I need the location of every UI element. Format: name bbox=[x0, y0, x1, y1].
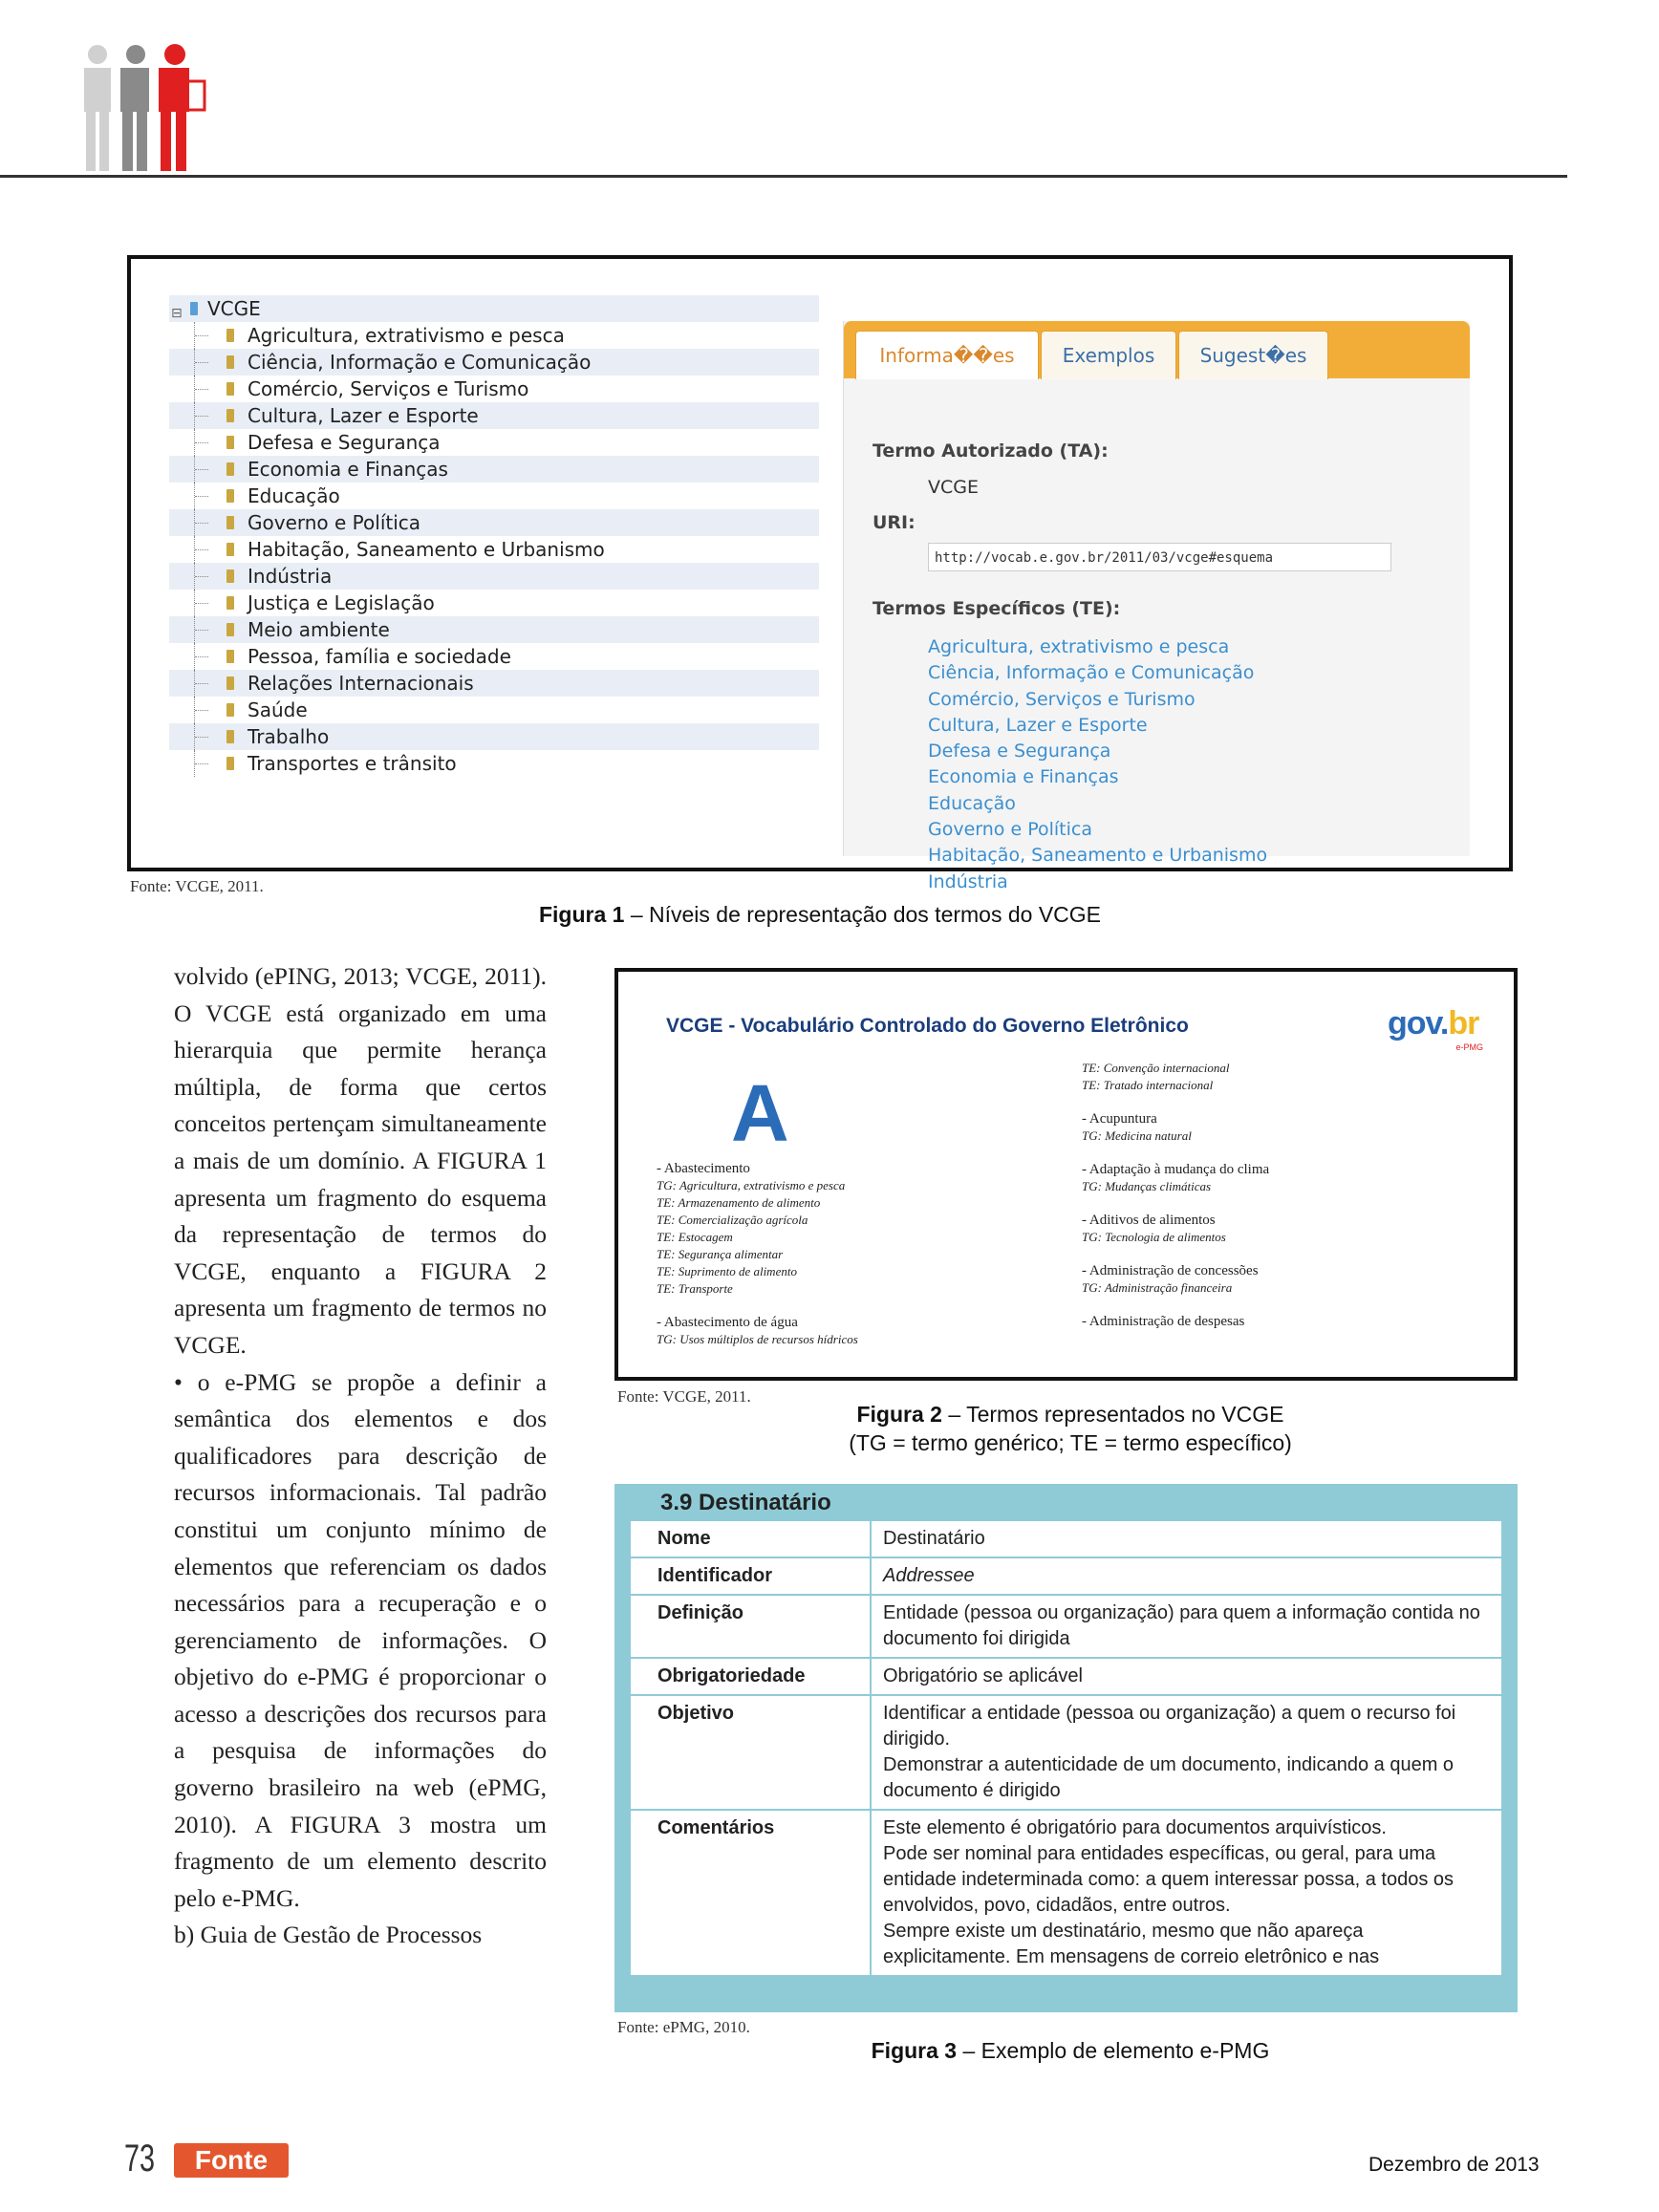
govbr-logo-sub: e-PMG bbox=[1455, 1042, 1483, 1052]
tree-item[interactable] bbox=[169, 429, 819, 456]
tree-branch-line bbox=[194, 723, 214, 750]
tree-item[interactable] bbox=[169, 483, 819, 509]
te-link[interactable]: Agricultura, extrativismo e pesca bbox=[928, 636, 1230, 657]
tree-branch-line bbox=[194, 670, 214, 697]
tree-item-label: Pessoa, família e sociedade bbox=[248, 645, 511, 668]
document-icon bbox=[226, 543, 234, 556]
row-value: Addressee bbox=[871, 1557, 1502, 1595]
term-heading: - Adaptação à mudança do clima bbox=[1082, 1162, 1270, 1177]
terms-right-column bbox=[1082, 1060, 1464, 1347]
tree-branch-line bbox=[194, 402, 214, 429]
tab-exemplos[interactable]: Exemplos bbox=[1041, 331, 1176, 379]
figure-3 bbox=[614, 1484, 1518, 2012]
tree-item[interactable] bbox=[169, 376, 819, 402]
tree-item-label: Justiça e Legislação bbox=[248, 591, 435, 614]
document-icon bbox=[226, 409, 234, 422]
tree-item[interactable] bbox=[169, 402, 819, 429]
term-entry bbox=[1082, 1314, 1464, 1330]
figure-1-caption bbox=[127, 902, 1513, 928]
table-row bbox=[630, 1810, 1502, 1976]
info-panel bbox=[843, 321, 1470, 892]
row-key: Comentários bbox=[630, 1810, 871, 1976]
uri-label: URI: bbox=[873, 512, 916, 533]
term-entry bbox=[657, 1315, 972, 1348]
tree-item[interactable] bbox=[169, 456, 819, 483]
tree-item[interactable] bbox=[169, 723, 819, 750]
body-paragraph-2: • o e-PMG se propõe a definir a semântica dos elementos e dos qualificadores para descrição de recursos informacionais. Tal padrão constitui um conjunto mínimo de elementos que referenciam os dados necessários para a recuperação e o gerenciamento de informações. O objetivo do e-PMG é proporcionar o acesso a descrições dos recursos para a pesquisa de informações do governo brasileiro na web (ePMG, 2010). A FIGURA 3 mostra um fragmento de um elemento descrito pelo e-PMG. bbox=[174, 1367, 547, 1912]
tab-informacoes[interactable]: Informa��es bbox=[855, 331, 1039, 379]
tree-item[interactable] bbox=[169, 697, 819, 723]
table-row bbox=[630, 1658, 1502, 1695]
term-relation: TE: Armazenamento de alimento bbox=[657, 1195, 821, 1210]
page-number: 73 bbox=[124, 2137, 156, 2180]
tree-item[interactable] bbox=[169, 536, 819, 563]
te-link[interactable]: Indústria bbox=[928, 870, 1008, 892]
te-link[interactable]: Defesa e Segurança bbox=[928, 741, 1111, 762]
figure-1-caption-text: – Níveis de representação dos termos do VCGE bbox=[624, 902, 1102, 927]
row-key: Objetivo bbox=[630, 1695, 871, 1810]
term-relation: TG: Administração financeira bbox=[1082, 1280, 1233, 1295]
fonte-brand-logo bbox=[174, 2143, 289, 2178]
element-table bbox=[629, 1519, 1503, 1977]
document-icon bbox=[226, 650, 234, 663]
figure-1-source: Fonte: VCGE, 2011. bbox=[130, 877, 264, 895]
te-link[interactable]: Ciência, Informação e Comunicação bbox=[928, 662, 1255, 684]
body-paragraph-1: volvido (ePING, 2013; VCGE, 2011). O VCGE está organizado em uma hierarquia que permite herança múltipla, de forma que certos conceitos pertençam simultaneamente a mais de um domínio. A FIGURA 1 apresenta um fragmento do esquema da representação de termos do VCGE, enquanto a FIGURA 2 apresenta um fragmento de termos no VCGE. bbox=[174, 962, 547, 1359]
row-key: Obrigatoriedade bbox=[630, 1658, 871, 1695]
row-value: Entidade (pessoa ou organização) para quem a informação contida no documento foi dirigida bbox=[871, 1595, 1502, 1658]
figure-1-caption-label: Figura 1 bbox=[538, 902, 625, 927]
tree-item-label: Ciência, Informação e Comunicação bbox=[248, 351, 592, 374]
row-key: Definição bbox=[630, 1595, 871, 1658]
tree-branch-line bbox=[194, 750, 214, 777]
document-icon bbox=[226, 436, 234, 449]
tree-item-label: Educação bbox=[248, 484, 340, 507]
terms-left-column bbox=[657, 1153, 972, 1365]
tree-item-label: Economia e Finanças bbox=[248, 458, 448, 481]
figure-2-caption-line2: (TG = termo genérico; TE = termo específico) bbox=[849, 1430, 1292, 1455]
tree-branch-line bbox=[194, 563, 214, 590]
tree-branch-line bbox=[194, 643, 214, 670]
govbr-logo-text: gov.br bbox=[1388, 1005, 1479, 1042]
document-icon bbox=[226, 329, 234, 342]
term-heading: - Abastecimento bbox=[657, 1161, 750, 1176]
tree-item[interactable] bbox=[169, 670, 819, 697]
row-value: Este elemento é obrigatório para documentos arquivísticos. Pode ser nominal para entidades específicas, ou geral, para uma entidade indeterminada como: a quem interessar possa, a todos os envolvidos, povo, cidadãos, entre outros. Sempre existe um destinatário, mesmo que não apareça explicitamente. Em mensagens de correio eletrônico e nas bbox=[871, 1810, 1502, 1976]
row-value: Identificar a entidade (pessoa ou organização) a quem o recurso foi dirigido. Demonstrar a autenticidade de um documento, indicando a quem o documento é dirigido bbox=[871, 1695, 1502, 1810]
tree-branch-line bbox=[194, 456, 214, 483]
termo-autorizado-value: VCGE bbox=[928, 477, 979, 498]
document-icon bbox=[226, 382, 234, 396]
tab-bar bbox=[844, 321, 1470, 378]
vcge-title: VCGE - Vocabulário Controlado do Governo Eletrônico bbox=[666, 1015, 1189, 1037]
term-relation: TE: Comercialização agrícola bbox=[657, 1213, 808, 1227]
people-logo-icon bbox=[76, 43, 225, 177]
figure-3-caption-text: – Exemplo de elemento e-PMG bbox=[957, 2038, 1270, 2063]
tree-item[interactable] bbox=[169, 563, 819, 590]
index-letter: A bbox=[731, 1068, 789, 1158]
term-relation: TG: Medicina natural bbox=[1082, 1128, 1192, 1143]
tree-item[interactable] bbox=[169, 322, 819, 349]
term-heading: - Abastecimento de água bbox=[657, 1315, 798, 1330]
tree-item-label: Agricultura, extrativismo e pesca bbox=[248, 324, 565, 347]
tree-item[interactable] bbox=[169, 590, 819, 616]
document-icon bbox=[226, 516, 234, 529]
termos-especificos-label: Termos Específicos (TE): bbox=[873, 598, 1121, 619]
table-row bbox=[630, 1520, 1502, 1557]
figure-2 bbox=[614, 968, 1518, 1381]
tree-item[interactable] bbox=[169, 750, 819, 777]
table-row bbox=[630, 1595, 1502, 1658]
document-icon bbox=[226, 676, 234, 690]
tree-branch-line bbox=[194, 376, 214, 402]
tree-branch-line bbox=[194, 697, 214, 723]
te-link[interactable]: Educação bbox=[928, 792, 1016, 814]
term-relation: TE: Transporte bbox=[657, 1281, 733, 1296]
figure-2-caption-text: – Termos representados no VCGE bbox=[941, 1402, 1284, 1427]
tree-item-label: Saúde bbox=[248, 698, 308, 721]
row-value: Destinatário bbox=[871, 1520, 1502, 1557]
tree-branch-line bbox=[194, 536, 214, 563]
term-relation: TG: Usos múltiplos de recursos hídricos bbox=[657, 1332, 858, 1346]
issue-date: Dezembro de 2013 bbox=[1368, 2154, 1540, 2176]
te-link[interactable]: Governo e Política bbox=[928, 819, 1092, 841]
tree-branch-line bbox=[194, 616, 214, 643]
term-entry bbox=[1082, 1213, 1464, 1246]
term-relation: TE: Suprimento de alimento bbox=[657, 1264, 797, 1278]
table-row bbox=[630, 1557, 1502, 1595]
vcge-tree bbox=[169, 295, 819, 777]
term-relation: TG: Mudanças climáticas bbox=[1082, 1179, 1212, 1193]
row-value: Obrigatório se aplicável bbox=[871, 1658, 1502, 1695]
fonte-brand-text: Fonte bbox=[194, 2145, 269, 2175]
te-link-list bbox=[928, 634, 1267, 895]
tree-item-label: Comércio, Serviços e Turismo bbox=[248, 377, 529, 400]
tree-item-label: Defesa e Segurança bbox=[248, 431, 441, 454]
term-heading: - Acupuntura bbox=[1082, 1111, 1157, 1127]
term-relation: TG: Agricultura, extrativismo e pesca bbox=[657, 1178, 846, 1192]
tree-branch-line bbox=[194, 590, 214, 616]
figure-3-caption bbox=[745, 2038, 1395, 2064]
term-relation: TE: Convenção internacional bbox=[1082, 1061, 1230, 1075]
figure-2-caption-label: Figura 2 bbox=[856, 1402, 942, 1427]
term-heading: - Administração de despesas bbox=[1082, 1314, 1245, 1329]
term-entry bbox=[1082, 1111, 1464, 1145]
figure-3-caption-label: Figura 3 bbox=[871, 2038, 958, 2063]
termo-autorizado-label: Termo Autorizado (TA): bbox=[873, 440, 1109, 462]
collapse-icon[interactable]: ⊟ bbox=[171, 306, 183, 321]
te-link[interactable]: Economia e Finanças bbox=[928, 766, 1119, 788]
document-icon bbox=[226, 623, 234, 636]
row-key: Nome bbox=[630, 1520, 871, 1557]
header-rule bbox=[0, 175, 1567, 178]
tree-branch-line bbox=[194, 322, 214, 349]
tree-item[interactable] bbox=[169, 349, 819, 376]
body-paragraph-3: b) Guia de Gestão de Processos bbox=[174, 1921, 483, 1949]
tree-item-label: Cultura, Lazer e Esporte bbox=[248, 404, 479, 427]
term-entry bbox=[1082, 1162, 1464, 1195]
tree-item-label: Trabalho bbox=[248, 725, 330, 748]
term-relation: TE: Estocagem bbox=[657, 1230, 733, 1244]
tree-item-label: Indústria bbox=[248, 565, 333, 588]
uri-field[interactable]: http://vocab.e.gov.br/2011/03/vcge#esquema bbox=[928, 543, 1391, 571]
tree-branch-line bbox=[194, 509, 214, 536]
tree-item[interactable] bbox=[169, 643, 819, 670]
tree-item-label: Meio ambiente bbox=[248, 618, 390, 641]
term-entry bbox=[1082, 1263, 1464, 1297]
figure-2-caption bbox=[745, 1400, 1395, 1457]
document-icon bbox=[226, 355, 234, 369]
te-link[interactable]: Habitação, Saneamento e Urbanismo bbox=[928, 845, 1268, 867]
tree-branch-line bbox=[194, 483, 214, 509]
term-heading: - Aditivos de alimentos bbox=[1082, 1213, 1216, 1228]
tree-item-label: Habitação, Saneamento e Urbanismo bbox=[248, 538, 605, 561]
tree-item-label: Governo e Política bbox=[248, 511, 421, 534]
document-icon bbox=[226, 703, 234, 717]
tree-item-label: Transportes e trânsito bbox=[248, 752, 457, 775]
figure-3-source: Fonte: ePMG, 2010. bbox=[617, 2018, 750, 2036]
body-text-column bbox=[174, 958, 547, 1954]
tree-branch-line bbox=[194, 429, 214, 456]
tree-item-label: Relações Internacionais bbox=[248, 672, 474, 695]
term-relation: TE: Segurança alimentar bbox=[657, 1247, 784, 1261]
term-relation: TG: Tecnologia de alimentos bbox=[1082, 1230, 1226, 1244]
tree-item[interactable] bbox=[169, 616, 819, 643]
term-heading: - Administração de concessões bbox=[1082, 1263, 1259, 1278]
element-title: 3.9 Destinatário bbox=[660, 1490, 831, 1515]
tree-item[interactable] bbox=[169, 509, 819, 536]
table-row bbox=[630, 1695, 1502, 1810]
document-icon bbox=[226, 569, 234, 583]
figure-2-source: Fonte: VCGE, 2011. bbox=[617, 1387, 751, 1406]
te-link[interactable]: Cultura, Lazer e Esporte bbox=[928, 714, 1148, 736]
document-icon bbox=[226, 462, 234, 476]
tree-root-label: VCGE bbox=[207, 297, 261, 320]
document-icon bbox=[226, 596, 234, 610]
tree-branch-line bbox=[194, 349, 214, 376]
folder-icon bbox=[190, 302, 198, 315]
document-icon bbox=[226, 757, 234, 770]
te-link[interactable]: Comércio, Serviços e Turismo bbox=[928, 688, 1196, 710]
row-key: Identificador bbox=[630, 1557, 871, 1595]
tree-root[interactable] bbox=[169, 295, 819, 322]
tab-sugestoes[interactable]: Sugest�es bbox=[1178, 331, 1328, 379]
document-icon bbox=[226, 730, 234, 743]
term-entry bbox=[1082, 1060, 1464, 1094]
term-relation: TE: Tratado internacional bbox=[1082, 1078, 1214, 1092]
document-icon bbox=[226, 489, 234, 503]
term-entry bbox=[657, 1161, 972, 1298]
